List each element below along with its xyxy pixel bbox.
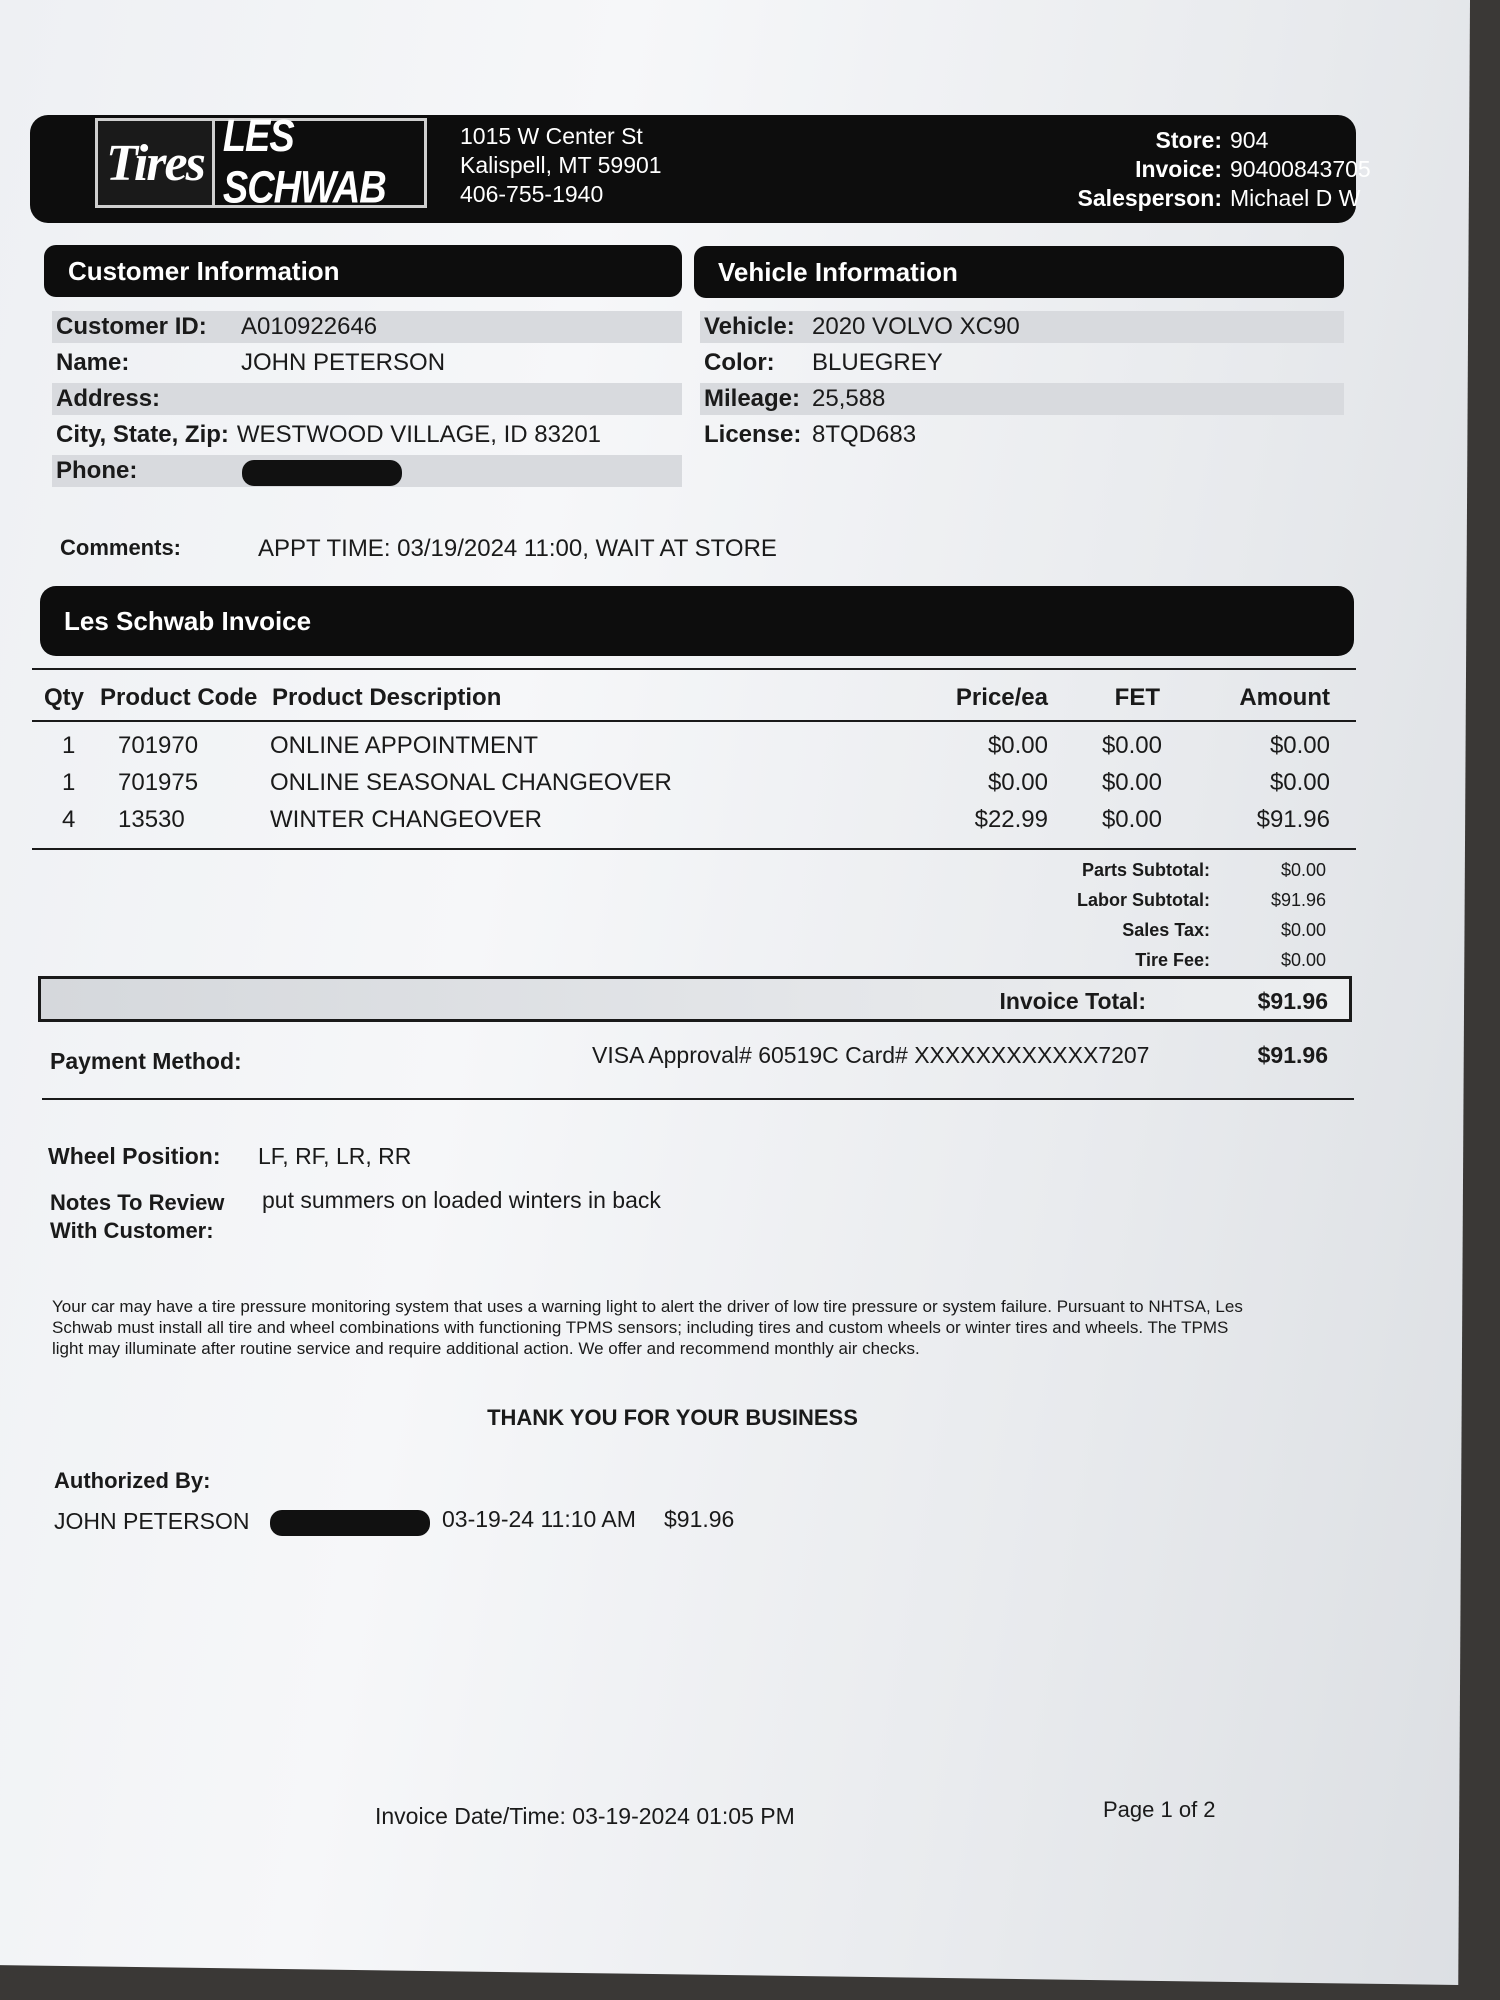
- store-phone: 406-755-1940: [460, 181, 604, 207]
- customer-name-label: Name:: [56, 349, 130, 376]
- page-number: Page 1 of 2: [1103, 1797, 1216, 1822]
- tire-fee-label: Tire Fee:: [1135, 950, 1210, 970]
- col-qty-header: Qty: [44, 684, 85, 711]
- row-desc: ONLINE SEASONAL CHANGEOVER: [270, 769, 672, 796]
- row-price: $22.99: [974, 806, 1048, 833]
- row-code: 701970: [118, 732, 199, 759]
- customer-name-value: JOHN PETERSON: [241, 349, 446, 376]
- comments-label: Comments:: [60, 535, 182, 560]
- store-address-line2: Kalispell, MT 59901: [460, 152, 662, 178]
- authorized-datetime: 03-19-24 11:10 AM: [442, 1506, 636, 1532]
- table-header-rule: [32, 720, 1356, 722]
- invoice-section-header: [40, 586, 1354, 656]
- row-price: $0.00: [987, 769, 1048, 796]
- row-code: 701975: [118, 769, 199, 796]
- row-qty: 1: [62, 769, 76, 796]
- labor-subtotal-label: Labor Subtotal:: [1077, 890, 1210, 910]
- comments-value: APPT TIME: 03/19/2024 11:00, WAIT AT STORE: [258, 535, 777, 562]
- notes-label-line1: Notes To Review: [50, 1190, 225, 1215]
- col-price-header: Price/ea: [955, 684, 1048, 711]
- notes-value: put summers on loaded winters in back: [262, 1187, 661, 1213]
- customer-address-label: Address:: [56, 385, 161, 412]
- invoice-total-value: $91.96: [1257, 988, 1328, 1014]
- logo-tires-text: Tires: [98, 121, 215, 205]
- wheel-position-value: LF, RF, LR, RR: [258, 1143, 412, 1169]
- license-row: [700, 419, 1344, 451]
- row-amount: $0.00: [1269, 732, 1330, 759]
- customer-city-value: WESTWOOD VILLAGE, ID 83201: [236, 421, 602, 448]
- notes-label: [50, 1189, 224, 1245]
- payment-amount: $91.96: [1257, 1042, 1328, 1068]
- vehicle-info-header: [694, 246, 1344, 298]
- license-label: License:: [704, 421, 802, 448]
- vehicle-value: 2020 VOLVO XC90: [812, 313, 1020, 340]
- customer-address-row: [52, 383, 682, 415]
- payment-detail: VISA Approval# 60519C Card# XXXXXXXXXXXX7207: [592, 1042, 1150, 1068]
- invoice-label: Invoice:: [1135, 156, 1222, 182]
- notes-label-line2: With Customer:: [50, 1218, 214, 1243]
- customer-phone-label: Phone:: [56, 457, 138, 484]
- thank-you-text: THANK YOU FOR YOUR BUSINESS: [487, 1405, 858, 1430]
- store-number: 904: [1230, 127, 1269, 153]
- col-code-header: Product Code: [100, 684, 258, 711]
- signature-redaction: [270, 1510, 430, 1536]
- mileage-label: Mileage:: [704, 385, 801, 412]
- customer-id-label: Customer ID:: [56, 313, 207, 340]
- color-label: Color:: [704, 349, 775, 376]
- customer-city-label: City, State, Zip:: [56, 421, 229, 448]
- wheel-position-label: Wheel Position:: [48, 1143, 221, 1169]
- mileage-row: [700, 383, 1344, 415]
- customer-city-row: [52, 419, 682, 451]
- row-qty: 1: [62, 732, 76, 759]
- row-price: $0.00: [987, 732, 1048, 759]
- customer-info-title: Customer Information: [68, 255, 340, 286]
- col-fet-header: FET: [1114, 684, 1160, 711]
- row-desc: WINTER CHANGEOVER: [270, 806, 543, 833]
- color-value: BLUEGREY: [812, 349, 943, 376]
- row-desc: ONLINE APPOINTMENT: [270, 732, 539, 759]
- row-amount: $0.00: [1269, 769, 1330, 796]
- row-fet: $0.00: [1101, 732, 1162, 759]
- store-address-line1: 1015 W Center St: [460, 123, 643, 149]
- customer-name-row: [52, 347, 682, 379]
- invoice-number: 90400843705: [1230, 156, 1371, 182]
- vehicle-row: [700, 311, 1344, 343]
- row-amount: $91.96: [1256, 806, 1330, 833]
- row-fet: $0.00: [1101, 769, 1162, 796]
- mileage-value: 25,588: [812, 385, 886, 412]
- license-value: 8TQD683: [812, 421, 917, 448]
- table-bottom-rule: [32, 848, 1356, 850]
- row-qty: 4: [62, 806, 76, 833]
- parts-subtotal-value: $0.00: [1280, 860, 1326, 880]
- invoice-datetime: Invoice Date/Time: 03-19-2024 01:05 PM: [375, 1803, 795, 1829]
- payment-rule: [42, 1098, 1354, 1100]
- customer-info-header: [44, 245, 682, 297]
- col-amount-header: Amount: [1239, 684, 1330, 711]
- invoice-total-label: Invoice Total:: [999, 988, 1146, 1014]
- sales-tax-label: Sales Tax:: [1122, 920, 1210, 940]
- tire-fee-value: $0.00: [1280, 950, 1326, 970]
- row-fet: $0.00: [1101, 806, 1162, 833]
- tpms-notice: Your car may have a tire pressure monitoring system that uses a warning light to alert the driver of low tire pressure or system failure. Pursuant to NHTSA, Les Schwab must install all tire and wheel combinations with functioning TPMS sensors; including tires and custom wheels or winter tires and wheels. The TPMS light may illuminate after routine service and require additional action. We offer and recommend monthly air checks.: [52, 1297, 1243, 1358]
- table-top-rule: [32, 668, 1356, 670]
- col-desc-header: Product Description: [272, 684, 502, 711]
- vehicle-label: Vehicle:: [704, 313, 795, 340]
- store-invoice-info: [285, 126, 1500, 213]
- authorized-amount: $91.96: [664, 1506, 735, 1532]
- customer-id-value: A010922646: [241, 313, 378, 340]
- authorized-name: JOHN PETERSON: [54, 1508, 250, 1534]
- authorized-by-label: Authorized By:: [54, 1468, 211, 1493]
- sales-tax-value: $0.00: [1280, 920, 1326, 940]
- row-code: 13530: [118, 806, 185, 833]
- logo-brand-text: LES SCHWAB: [222, 111, 386, 214]
- salesperson-label: Salesperson:: [1077, 185, 1222, 211]
- customer-id-row: [52, 311, 682, 343]
- invoice-section-title: Les Schwab Invoice: [64, 605, 312, 636]
- store-label: Store:: [1155, 127, 1222, 153]
- labor-subtotal-value: $91.96: [1270, 890, 1326, 910]
- vehicle-info-title: Vehicle Information: [718, 256, 958, 287]
- payment-method-label: Payment Method:: [50, 1048, 242, 1074]
- phone-redaction: [242, 460, 402, 486]
- invoice-total-box: [38, 976, 1352, 1022]
- color-row: [700, 347, 1344, 379]
- salesperson-name: Michael D W: [1230, 185, 1361, 211]
- parts-subtotal-label: Parts Subtotal:: [1081, 860, 1210, 880]
